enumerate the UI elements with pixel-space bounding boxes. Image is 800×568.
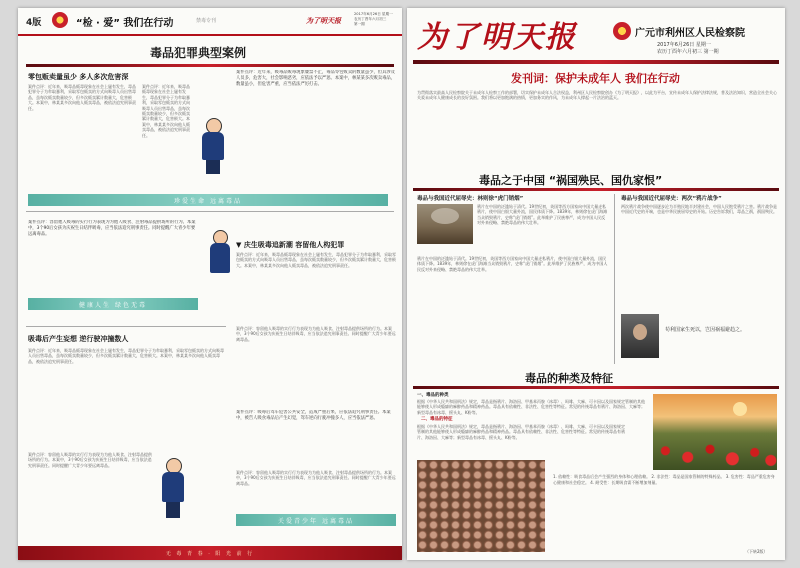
masthead-small: 为了明天报 — [306, 17, 341, 25]
case1-body: 案件点评：近年来，吸毒品贩毒现象在社会上屡有发生，毒品犯罪分子为牟取暴利，采取零包贩卖的方式向吸毒人员出售毒品，虽每次贩卖数量较少，但多次贩卖累计数量大，危害极大。本案中，林某某多次向他人贩卖毒品，被依法追究刑事责任。 — [28, 84, 136, 111]
procuratorate-emblem-icon — [613, 22, 631, 40]
sub-left-title: 毒品与我国近代屈辱史：林则徐“虎门销烟” — [417, 196, 524, 202]
face-icon — [633, 324, 647, 340]
history-title: 毒品之于中国 “祸国殃民、国仇家恨” — [479, 174, 663, 187]
humen-painting-image — [417, 204, 473, 244]
case3-body: 案件点评：近年来，吸毒品贩毒现象在社会上屡有发生，毒品犯罪分子为牟取暴利，采取零包贩卖的方式向吸毒人员出售毒品，虽每次贩卖数量较少，但多次贩卖累计数量大，危害极大。本案中，林某某多次向他人贩卖毒品，被依法追究刑事责任。 — [28, 348, 224, 364]
quote-text: 苟利国家生死以，岂因祸福避趋之。 — [665, 327, 746, 333]
footer-slogan: 无 毒 青 春 · 阳 光 前 行 — [165, 550, 255, 557]
left-footer — [18, 546, 402, 560]
types-body: 根据《中华人民共和国刑法》规定，毒品是指鸦片、海洛因、甲基苯丙胺（冰毒）、吗啡、大麻、可卡因以及国家规定管制的其他能够使人形成瘾癖的麻醉药品和精神药品。毒品具有依赖性、非法性、危害性等特征。常见的传统毒品有鸦片、海洛因、大麻等；新型毒品有冰毒、摇头丸、K粉等。 — [417, 399, 645, 415]
uniform-icon — [202, 132, 224, 160]
legs-icon — [206, 160, 220, 174]
smoke-icon — [431, 208, 459, 224]
uniform-icon — [210, 243, 230, 273]
poppy-seeds-image — [417, 460, 545, 552]
left-page — [18, 8, 402, 560]
prosecutor-figure-3 — [160, 458, 186, 518]
case3-commentary: 案件点评：吸毒后驾车危害公共安全，造成严重后果，应依法追究刑事责任。本案中，被告人吸食毒品后产生幻觉，驾车逆向行驶冲撞多人，应当依法严惩。 — [236, 410, 391, 421]
procuratorate-emblem-icon — [52, 12, 68, 28]
banner-3: 关爱青少年 远离毒品 — [236, 514, 396, 526]
sun-icon — [733, 402, 747, 416]
prosecutor-figure-1 — [200, 118, 226, 174]
masthead: 为了明天报 — [417, 20, 577, 55]
continued-note: （下转2版） — [745, 549, 768, 554]
prosecutor-figure-2 — [208, 230, 232, 274]
header-tag: 禁毒专刊 — [196, 18, 217, 24]
case3-body-2: 案件点评：容留他人吸毒的实行行为表现为为他人吸食、注射毒品提供场所的行为。本案中，3个90后女孩为庆祝生日结伴吸毒，应当依法追究刑事责任。同时提醒广大青少年要远离毒品。 — [28, 452, 152, 468]
editorial-body: 为贯彻落实最高人民检察院关于未成年人检察工作的部署，切实保护未成年人合法权益，利州区人民检察院创办《为了明天报》，以此为平台，宣传未成年人保护法律法规，普及法治知识，营造全社会关心关爱未成年人健康成长的良好氛围。我们将以更加饱满的热情，更加务实的作风，为未成年人撑起一片法治的蓝天。 — [417, 90, 777, 101]
banner-1: 珍爱生命 远离毒品 — [28, 194, 388, 206]
section-rule — [26, 64, 394, 67]
types-sub-1: 一、毒品的种类 — [417, 393, 449, 398]
types-sub-2: 二、毒品的特征 — [421, 417, 453, 422]
page-number: 4版 — [26, 18, 42, 28]
banner-2: 健康人生 绿色无毒 — [28, 298, 198, 310]
case2-body: 案件点评：近年来，吸毒品贩毒现象在社会上屡有发生，毒品犯罪分子为牟取暴利，采取零包贩卖的方式向吸毒人员出售毒品，虽每次贩卖数量较少，但多次贩卖累计数量大，危害极大。本案中，林某某多次向他人贩卖毒品，被依法追究刑事责任。 — [236, 252, 396, 268]
types-title: 毒品的种类及特征 — [525, 372, 613, 385]
poppy-field-image — [653, 394, 777, 470]
case2-commentary: 案件点评：容留他人吸毒的实行行为表现为为他人吸食、注射毒品提供场所的行为。本案中，3个90后女孩为庆祝生日结伴吸毒，应当依法追究刑事责任。同时提醒广大青少年要远离毒品。 — [28, 220, 196, 237]
divider-2 — [26, 326, 226, 327]
legs-icon — [166, 502, 180, 518]
case1-commentary: 案件点评：近年来，吸毒品贩毒现象屡禁不止，毒品零包贩卖的数量虽少，但其涉及人员多，危害大，社会影响恶劣，应依法予以严惩。本案中，林某某多次贩卖毒品，数量虽小，但危害严重，应当依法严厉打击。 — [236, 70, 395, 87]
history-rule — [413, 188, 779, 191]
types-rule — [413, 386, 779, 389]
column-divider — [614, 194, 615, 364]
uniform-icon — [162, 472, 184, 502]
history-body-2: 鸦片在中国的泛滥始于清代。19世纪初，英国等西方国家向中国大量走私鸦片，使中国白银大量外流，国民体质下降。1839年，林则徐在虎门海滩当众销毁鸦片，史称“虎门销烟”。此举维护了民族尊严，成为中国人民反对外来侵略、禁绝毒品的伟大壮举。 — [417, 256, 608, 272]
opium-war-body: 两次鸦片战争使中国逐步沦为半殖民地半封建社会，中国人民饱受鸦片之害。鸦片战争是中国近代史的开端，也是中华民族屈辱史的开始。历史告诉我们，毒品之祸，祸国殃民。 — [621, 204, 777, 215]
case1-body-col2: 案件点评：近年来，吸毒品贩毒现象在社会上屡有发生，毒品犯罪分子为牟取暴利，采取零包贩卖的方式向吸毒人员出售毒品，虽每次贩卖数量较少，但多次贩卖累计数量大，危害极大。本案中，林某某多次向他人贩卖毒品，被依法追究刑事责任。 — [142, 84, 190, 138]
history-body-1: 鸦片在中国的泛滥始于清代。19世纪初，英国等西方国家向中国大量走私鸦片，使中国白银大量外流，国民体质下降。1839年，林则徐在虎门海滩当众销毁鸦片，史称“虎门销烟”。此举维护了民族尊严，成为中国人民反对外来侵略、禁绝毒品的伟大壮举。 — [477, 204, 608, 226]
case3-title: 吸毒后产生妄想 逆行驶冲撞数人 — [28, 335, 129, 343]
section-title: 毒品犯罪典型案例 — [150, 46, 247, 60]
issuer-name: 广元市利州区人民检察院 — [635, 28, 745, 39]
right-date-block: 2017年6月26日 星期一 农历丁酉年六月初三 第一期 — [657, 42, 719, 55]
header-title: “检 · 爱” 我们在行动 — [76, 18, 174, 29]
sub-right-title: 毒品与我国近代屈辱史：两次“鸦片战争” — [621, 196, 722, 202]
left-header — [18, 8, 402, 36]
types-body-2: 根据《中华人民共和国刑法》规定，毒品是指鸦片、海洛因、甲基苯丙胺（冰毒）、吗啡、大麻、可卡因以及国家规定管制的其他能够使人形成瘾癖的麻醉药品和精神药品。毒品具有依赖性、非法性、危害性等特征。常见的传统毒品有鸦片、海洛因、大麻等；新型毒品有冰毒、摇头丸、K粉等。 — [417, 424, 625, 440]
divider-1 — [26, 211, 394, 212]
right-page — [407, 8, 785, 560]
case2-body-2: 案件点评：容留他人吸毒的实行行为表现为为他人吸食、注射毒品提供场所的行为。本案中，3个90后女孩为庆祝生日结伴吸毒，应当依法追究刑事责任。同时提醒广大青少年要远离毒品。 — [236, 326, 396, 342]
left-date-block: 2017年6月26日 星期一 农历丁酉年六月初三 第一期 — [354, 12, 393, 26]
portrait-image — [621, 314, 659, 358]
masthead-rule — [413, 60, 779, 64]
case1-title: 零包贩卖量虽少 多人多次危害深 — [28, 73, 129, 81]
editorial-title: 发刊词：保护未成年人 我们在行动 — [511, 72, 680, 85]
case2-title: ▼ 庆生吸毒追新潮 容留他人构犯罪 — [236, 241, 345, 249]
poppy-flowers — [653, 438, 777, 470]
case3-body-3: 案件点评：容留他人吸毒的实行行为表现为为他人吸食、注射毒品提供场所的行为。本案中，3个90后女孩为庆祝生日结伴吸毒，应当依法追究刑事责任。同时提醒广大青少年要远离毒品。 — [236, 470, 396, 486]
types-list: 1. 依赖性：吸食毒品后会产生强烈的身体和心理依赖。 2. 非法性：毒品是国家管制的特殊药品。 3. 危害性：毒品严重危害身心健康和社会稳定。 4. 耐受性：长期吸食需不断增加剂量。 — [553, 474, 775, 486]
seed-texture — [417, 460, 545, 552]
